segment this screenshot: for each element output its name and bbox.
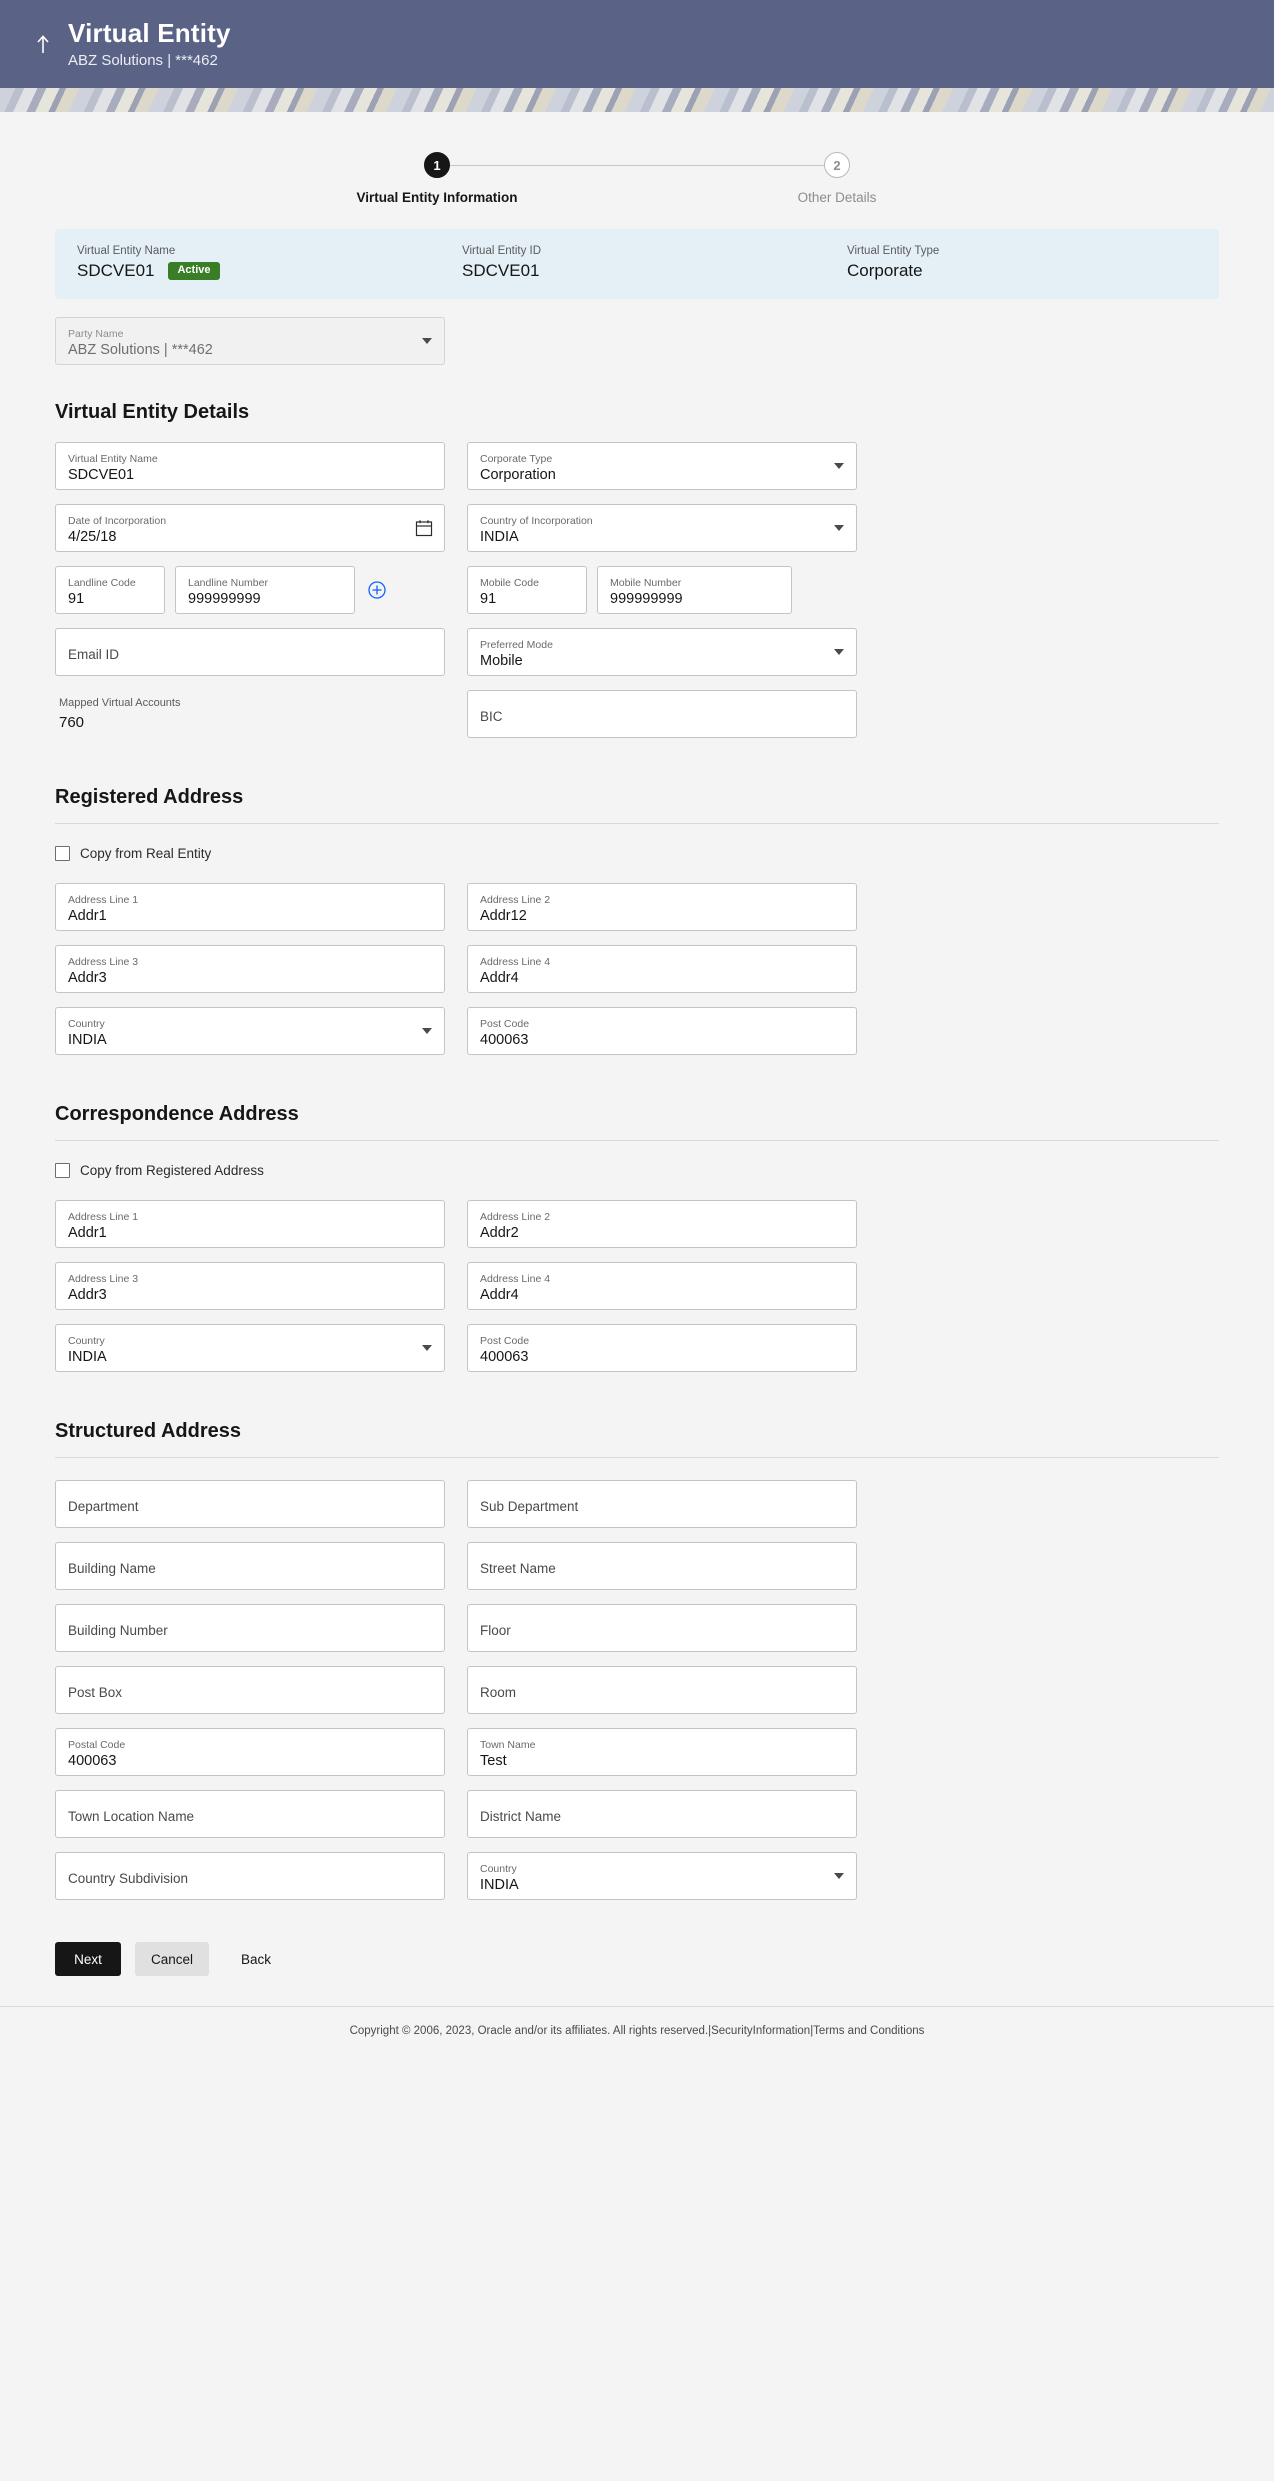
step-2-label: Other Details	[797, 190, 877, 205]
row-phones	[55, 566, 1219, 614]
struct-row-4	[55, 1666, 1219, 1714]
landline-group	[55, 566, 445, 614]
registered-address-line-3-label: Address Line 3	[68, 955, 139, 968]
correspondence-address-line-2-label: Address Line 2	[480, 1210, 551, 1223]
decorative-strip	[0, 88, 1274, 112]
floor-input[interactable]	[467, 1604, 857, 1652]
bic-placeholder: BIC	[480, 709, 503, 725]
step-other-details[interactable]	[737, 152, 937, 205]
landline-number-value: 999999999	[188, 591, 261, 608]
registered-address-line-4-value: Addr4	[480, 970, 519, 987]
room-placeholder: Room	[480, 1685, 517, 1701]
banner-entity-type-value: Corporate	[847, 261, 923, 280]
banner-entity-id-label: Virtual Entity ID	[462, 245, 542, 257]
struct-row-1	[55, 1480, 1219, 1528]
correspondence-country-value: INDIA	[68, 1349, 107, 1366]
registered-post-code-value: 400063	[480, 1032, 529, 1049]
building-name-placeholder: Building Name	[68, 1561, 156, 1577]
country-subdivision-placeholder: Country Subdivision	[68, 1871, 189, 1887]
town-location-name-placeholder: Town Location Name	[68, 1809, 195, 1825]
row-name-type	[55, 442, 1219, 490]
next-button[interactable]: Next	[55, 1942, 121, 1976]
landline-code-input[interactable]	[55, 566, 165, 614]
party-name-label: Party Name	[68, 327, 124, 340]
step-virtual-entity-information[interactable]	[337, 152, 537, 205]
registered-address-line-1-input[interactable]	[55, 883, 445, 931]
row-incorporation	[55, 504, 1219, 552]
building-name-input[interactable]	[55, 1542, 445, 1590]
header-subtitle: ABZ Solutions | ***462	[68, 52, 218, 70]
date-of-incorporation-input[interactable]	[55, 504, 445, 552]
district-name-placeholder: District Name	[480, 1809, 562, 1825]
town-name-value: Test	[480, 1753, 507, 1770]
back-button[interactable]: Back	[241, 1951, 272, 1967]
structured-country-label: Country	[480, 1862, 517, 1875]
bic-input[interactable]	[467, 690, 857, 738]
copy-from-real-entity-checkbox[interactable]	[55, 846, 70, 861]
correspondence-country-select[interactable]	[55, 1324, 445, 1372]
date-of-incorporation-label: Date of Incorporation	[68, 514, 167, 527]
party-name-select[interactable]	[55, 317, 445, 365]
add-phone-icon[interactable]	[367, 580, 387, 600]
status-badge: Active	[168, 262, 219, 280]
page-title: Virtual Entity	[68, 17, 231, 48]
building-number-input[interactable]	[55, 1604, 445, 1652]
corporate-type-select[interactable]	[467, 442, 857, 490]
town-location-name-input[interactable]	[55, 1790, 445, 1838]
street-name-input[interactable]	[467, 1542, 857, 1590]
landline-code-label: Landline Code	[68, 576, 136, 589]
section-title-registered-address: Registered Address	[55, 786, 1219, 824]
postal-code-label: Postal Code	[68, 1738, 126, 1751]
landline-code-value: 91	[68, 591, 85, 608]
registered-country-label: Country	[68, 1017, 105, 1030]
correspondence-address-line-2-input[interactable]	[467, 1200, 857, 1248]
mobile-number-label: Mobile Number	[610, 576, 682, 589]
mobile-group	[467, 566, 857, 614]
landline-number-input[interactable]	[175, 566, 355, 614]
post-box-placeholder: Post Box	[68, 1685, 123, 1701]
section-title-virtual-entity-details: Virtual Entity Details	[55, 401, 250, 423]
registered-country-value: INDIA	[68, 1032, 107, 1049]
registered-address-line-3-input[interactable]	[55, 945, 445, 993]
registered-address-line-2-input[interactable]	[467, 883, 857, 931]
email-id-placeholder: Email ID	[68, 647, 120, 663]
department-input[interactable]	[55, 1480, 445, 1528]
country-of-incorporation-label: Country of Incorporation	[480, 514, 593, 527]
corr-row-2	[55, 1262, 1219, 1310]
banner-entity-name-value: SDCVE01	[77, 261, 155, 280]
correspondence-address-line-3-value: Addr3	[68, 1287, 107, 1304]
email-id-input[interactable]	[55, 628, 445, 676]
banner-entity-name-label: Virtual Entity Name	[77, 245, 176, 257]
chevron-down-icon	[422, 1345, 432, 1351]
department-placeholder: Department	[68, 1499, 139, 1515]
chevron-down-icon	[834, 1873, 844, 1879]
registered-post-code-label: Post Code	[480, 1017, 530, 1030]
registered-country-select[interactable]	[55, 1007, 445, 1055]
back-arrow-icon[interactable]	[30, 27, 56, 61]
reg-row-3	[55, 1007, 1219, 1055]
banner-entity-type	[847, 245, 1197, 281]
main-content	[0, 205, 1274, 1976]
step-1-label: Virtual Entity Information	[356, 190, 518, 205]
mobile-number-value: 999999999	[610, 591, 683, 608]
page-footer	[0, 2006, 1274, 2057]
chevron-down-icon	[834, 525, 844, 531]
correspondence-address-line-1-value: Addr1	[68, 1225, 107, 1242]
registered-address-line-2-value: Addr12	[480, 908, 527, 925]
sub-department-input[interactable]	[467, 1480, 857, 1528]
copy-from-real-entity-label: Copy from Real Entity	[80, 846, 212, 861]
corr-row-3	[55, 1324, 1219, 1372]
step-2-number: 2	[824, 152, 850, 178]
row-email-preferred	[55, 628, 1219, 676]
correspondence-address-line-3-input[interactable]	[55, 1262, 445, 1310]
copy-from-registered-address-checkbox[interactable]	[55, 1163, 70, 1178]
virtual-entity-name-input[interactable]	[55, 442, 445, 490]
mapped-virtual-accounts-label: Mapped Virtual Accounts	[59, 697, 181, 709]
chevron-down-icon	[422, 338, 432, 344]
preferred-mode-value: Mobile	[480, 653, 523, 670]
correspondence-address-line-4-label: Address Line 4	[480, 1272, 551, 1285]
country-of-incorporation-select[interactable]	[467, 504, 857, 552]
town-name-label: Town Name	[480, 1738, 536, 1751]
structured-country-value: INDIA	[480, 1877, 519, 1894]
registered-address-line-4-label: Address Line 4	[480, 955, 551, 968]
registered-address-line-1-value: Addr1	[68, 908, 107, 925]
correspondence-address-line-1-label: Address Line 1	[68, 1210, 139, 1223]
registered-address-line-1-label: Address Line 1	[68, 893, 139, 906]
virtual-entity-name-label: Virtual Entity Name	[68, 452, 158, 465]
chevron-down-icon	[422, 1028, 432, 1034]
banner-entity-id	[462, 245, 847, 281]
reg-row-2	[55, 945, 1219, 993]
building-number-placeholder: Building Number	[68, 1623, 168, 1639]
footer-text: Copyright © 2006, 2023, Oracle and/or its affiliates. All rights reserved.|SecurityInformation|Terms and Conditions	[349, 2025, 925, 2037]
chevron-down-icon	[834, 463, 844, 469]
correspondence-post-code-value: 400063	[480, 1349, 529, 1366]
banner-entity-name	[77, 245, 462, 281]
virtual-entity-name-value: SDCVE01	[68, 467, 135, 484]
chevron-down-icon	[834, 649, 844, 655]
correspondence-post-code-label: Post Code	[480, 1334, 530, 1347]
mobile-code-label: Mobile Code	[480, 576, 539, 589]
section-title-structured-address: Structured Address	[55, 1420, 1219, 1458]
date-of-incorporation-value: 4/25/18	[68, 529, 117, 546]
correspondence-address-line-4-value: Addr4	[480, 1287, 519, 1304]
row-mapped-bic	[55, 690, 1219, 738]
town-name-input[interactable]	[467, 1728, 857, 1776]
district-name-input[interactable]	[467, 1790, 857, 1838]
registered-post-code-input[interactable]	[467, 1007, 857, 1055]
copy-from-registered-address-label: Copy from Registered Address	[80, 1163, 264, 1178]
corr-row-1	[55, 1200, 1219, 1248]
reg-row-1	[55, 883, 1219, 931]
party-name-value: ABZ Solutions | ***462	[68, 342, 213, 359]
mapped-virtual-accounts-value: 760	[59, 714, 85, 731]
form-actions	[55, 1942, 1219, 1976]
structured-country-select[interactable]	[467, 1852, 857, 1900]
header-text-block	[68, 19, 231, 70]
cancel-button[interactable]: Cancel	[135, 1942, 209, 1976]
correspondence-address-line-4-input[interactable]	[467, 1262, 857, 1310]
country-subdivision-input[interactable]	[55, 1852, 445, 1900]
registered-address-line-3-value: Addr3	[68, 970, 107, 987]
registered-address-line-4-input[interactable]	[467, 945, 857, 993]
post-box-input[interactable]	[55, 1666, 445, 1714]
banner-entity-type-label: Virtual Entity Type	[847, 245, 940, 257]
mobile-code-input[interactable]	[467, 566, 587, 614]
struct-row-5	[55, 1728, 1219, 1776]
struct-row-3	[55, 1604, 1219, 1652]
room-input[interactable]	[467, 1666, 857, 1714]
copy-from-registered-address-row[interactable]	[55, 1163, 1219, 1178]
struct-row-2	[55, 1542, 1219, 1590]
struct-row-6	[55, 1790, 1219, 1838]
mobile-number-input[interactable]	[597, 566, 792, 614]
banner-entity-id-value: SDCVE01	[462, 261, 540, 280]
calendar-icon[interactable]	[415, 519, 433, 537]
correspondence-country-label: Country	[68, 1334, 105, 1347]
struct-row-7	[55, 1852, 1219, 1900]
app-header	[0, 0, 1274, 88]
postal-code-input[interactable]	[55, 1728, 445, 1776]
correspondence-post-code-input[interactable]	[467, 1324, 857, 1372]
party-name-row	[55, 317, 1219, 365]
street-name-placeholder: Street Name	[480, 1561, 556, 1577]
section-title-correspondence-address: Correspondence Address	[55, 1103, 1219, 1141]
mobile-code-value: 91	[480, 591, 497, 608]
corporate-type-value: Corporation	[480, 467, 556, 484]
copy-from-real-entity-row[interactable]	[55, 846, 1219, 861]
correspondence-address-line-2-value: Addr2	[480, 1225, 519, 1242]
registered-address-line-2-label: Address Line 2	[480, 893, 551, 906]
preferred-mode-select[interactable]	[467, 628, 857, 676]
step-1-number: 1	[424, 152, 450, 178]
corporate-type-label: Corporate Type	[480, 452, 553, 465]
preferred-mode-label: Preferred Mode	[480, 638, 553, 651]
entity-summary-banner	[55, 229, 1219, 299]
mapped-virtual-accounts	[55, 690, 445, 738]
postal-code-value: 400063	[68, 1753, 117, 1770]
correspondence-address-line-1-input[interactable]	[55, 1200, 445, 1248]
floor-placeholder: Floor	[480, 1623, 511, 1639]
country-of-incorporation-value: INDIA	[480, 529, 519, 546]
landline-number-label: Landline Number	[188, 576, 268, 589]
correspondence-address-line-3-label: Address Line 3	[68, 1272, 139, 1285]
sub-department-placeholder: Sub Department	[480, 1499, 579, 1515]
stepper	[0, 112, 1274, 205]
